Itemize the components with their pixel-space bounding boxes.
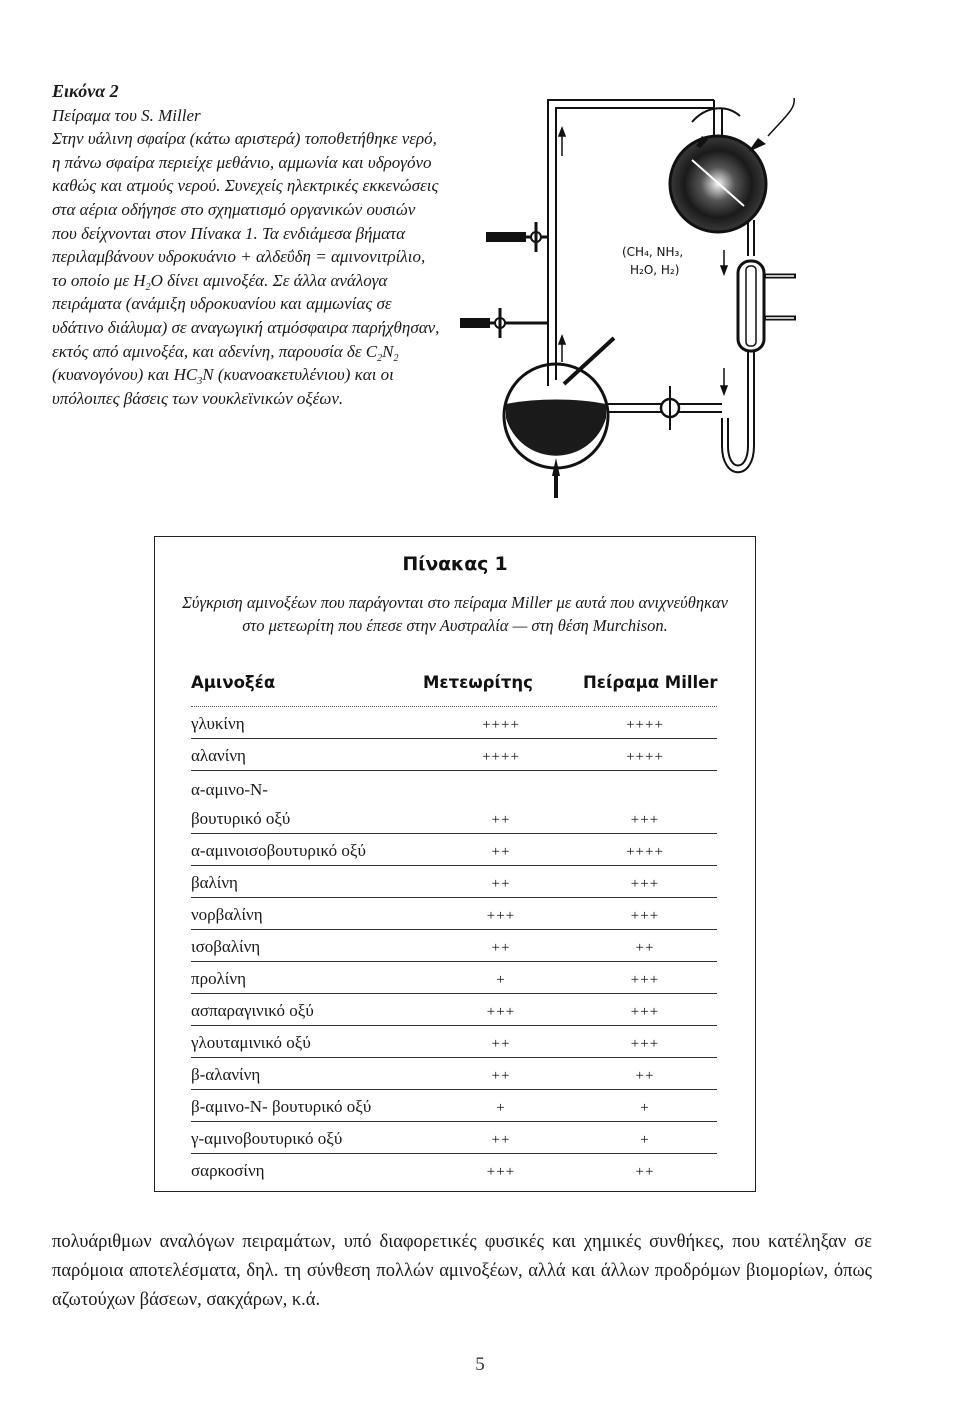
meteorite-value: ++++ <box>482 717 520 733</box>
caption-text-1: Στην υάλινη σφαίρα (κάτω αριστερά) τοποθετήθηκε νερό, η πάνω σφαίρα περιείχε μεθάνιο, αμμωνία και υδρογόνο καθώς και ατμούς νερού. Συνεχείς ηλεκτρικές εκκενώσεις στα αέρια οδήγησε στο σχηματισμό οργανικών ουσιών που δείχνονται στον Πίνακα 1. Τα ενδιάμεσα βήματα περιλαμβάνουν υδροκυάνιο + αλδεΰδη = αμινονιτρίλιο, το οποίο με H <box>52 129 439 290</box>
amino-acid-name: β-αμινο-Ν- βουτυρικό οξύ <box>191 1097 372 1116</box>
table-row <box>191 1028 717 1058</box>
figure-caption <box>52 80 442 410</box>
amino-acid-name: ισοβαλίνη <box>191 937 261 956</box>
miller-value: +++ <box>630 812 660 828</box>
u-trap <box>722 446 754 472</box>
table-row <box>191 773 717 834</box>
figure-label: Εικόνα 2 <box>52 81 119 101</box>
miller-value: ++++ <box>626 844 664 860</box>
figure-title: Πείραμα του S. Miller <box>52 105 201 125</box>
subscript: 2 <box>145 281 151 293</box>
table-row <box>191 1092 717 1122</box>
meteorite-value: ++ <box>491 1132 511 1148</box>
miller-value: +++ <box>630 908 660 924</box>
amino-acid-name: γλυκίνη <box>191 714 245 733</box>
table-row <box>191 1060 717 1090</box>
meteorite-value: + <box>496 972 506 988</box>
condenser <box>738 261 764 351</box>
miller-value: + <box>640 1100 650 1116</box>
amino-acid-name: β-αλανίνη <box>191 1065 261 1084</box>
miller-value: + <box>640 1132 650 1148</box>
miller-value: +++ <box>630 972 660 988</box>
table-row <box>191 709 717 739</box>
miller-value: ++ <box>635 940 655 956</box>
subscript: 3 <box>197 376 203 388</box>
meteorite-value: +++ <box>486 908 516 924</box>
meteorite-value: ++ <box>491 812 511 828</box>
caption-text-2: O δίνει αμινοξέα. Σε άλλα ανάλογα πειράματα (ανάμιξη υδροκυανίου και αμμωνίας σε υδάτινο διάλυμα) σε αναγωγική ατμόσφαιρα παρήχθησαν, εκτός από αμινοξέα, και αδενίνη, παρουσία δε C <box>52 270 440 361</box>
amino-acid-name: βαλίνη <box>191 873 238 892</box>
column-header-amino-acid: Αμινοξέα <box>191 673 276 692</box>
table-description-line: στο μετεωρίτη που έπεσε στην Αυστραλία — στη θέση Murchison. <box>242 616 668 635</box>
caption-text-5: N (κυανοακετυλένιου) και οι υπόλοιπες βάσεις των νουκλεϊνικών οξέων. <box>52 365 394 408</box>
miller-value: +++ <box>630 1004 660 1020</box>
body-paragraph: πολυάριθμων αναλόγων πειραμάτων, υπό διαφορετικές φυσικές και χημικές συνθήκες, που κατέληξαν σε παρόμοια αποτελέσματα, δηλ. τη σύνθεση πολλών αμινοξέων, αλλά και άλλων προδρόμων βιομορίων, όπως αζωτούχων βάσεων, σακχάρων, κ.ά. <box>52 1232 872 1310</box>
table-description <box>165 591 745 637</box>
meteorite-value: ++ <box>491 1068 511 1084</box>
miller-value: ++ <box>635 1164 655 1180</box>
amino-acid-name: γ-αμινοβουτυρικό οξύ <box>191 1129 343 1148</box>
table-row <box>191 741 717 771</box>
table-description-line: Σύγκριση αμινοξέων που παράγονται στο πείραμα Miller με αυτά που ανιχνεύθηκαν <box>182 593 728 612</box>
amino-acid-name: προλίνη <box>191 969 246 988</box>
amino-acid-table <box>154 536 756 1192</box>
water <box>506 400 606 456</box>
amino-acid-name: αλανίνη <box>191 746 246 765</box>
column-header-meteorite: Μετεωρίτης <box>423 673 533 692</box>
page-number: 5 <box>475 1354 485 1375</box>
caption-text-4: (κυανογόνου) και HC <box>52 365 198 385</box>
miller-value: +++ <box>630 1036 660 1052</box>
amino-acid-name: σαρκοσίνη <box>191 1161 265 1180</box>
meteorite-value: + <box>496 1100 506 1116</box>
meteorite-value: ++ <box>491 876 511 892</box>
amino-acid-name: α-αμινοισοβουτυρικό οξύ <box>191 841 366 860</box>
left-stopcock-lower <box>460 308 548 338</box>
amino-acid-name: ασπαραγινικό οξύ <box>191 1001 314 1020</box>
miller-value: +++ <box>630 876 660 892</box>
amino-acid-name: γλουταμινικό οξύ <box>191 1033 311 1052</box>
meteorite-value: ++ <box>491 1036 511 1052</box>
table-title: Πίνακας 1 <box>402 553 508 575</box>
column-header-miller: Πείραμα Miller <box>583 673 718 692</box>
gas-mixture-label-1: (CH₄, NH₃, <box>622 245 684 259</box>
caption-text-3: N <box>382 341 394 361</box>
table-row <box>191 964 717 994</box>
table-row <box>191 996 717 1026</box>
condenser-outlet <box>748 351 754 446</box>
table-row <box>191 1124 717 1154</box>
amino-acid-name-continued: βουτυρικό οξύ <box>191 809 291 828</box>
miller-value: ++ <box>635 1068 655 1084</box>
left-stopcock-upper <box>486 222 548 252</box>
meteorite-value: +++ <box>486 1004 516 1020</box>
meteorite-value: ++++ <box>482 749 520 765</box>
header-divider <box>191 706 717 707</box>
amino-acid-name: α-αμινο-Ν- <box>191 780 268 799</box>
miller-value: ++++ <box>626 717 664 733</box>
subscript: 2 <box>377 352 383 364</box>
table-row <box>191 1156 717 1185</box>
table-row <box>191 836 717 866</box>
condenser-inlet <box>748 220 754 256</box>
figure-description <box>52 127 442 410</box>
table-row <box>191 932 717 962</box>
meteorite-value: ++ <box>491 940 511 956</box>
amino-acid-name: νορβαλίνη <box>191 905 263 924</box>
miller-value: ++++ <box>626 749 664 765</box>
meteorite-value: ++ <box>491 844 511 860</box>
table-row <box>191 900 717 930</box>
meteorite-value: +++ <box>486 1164 516 1180</box>
table-row <box>191 868 717 898</box>
subscript: 2 <box>393 352 399 364</box>
electrode-wire <box>692 108 740 122</box>
miller-apparatus-diagram <box>456 86 926 501</box>
left-tube <box>548 100 688 386</box>
gas-mixture-label-2: H₂O, H₂) <box>630 263 680 277</box>
